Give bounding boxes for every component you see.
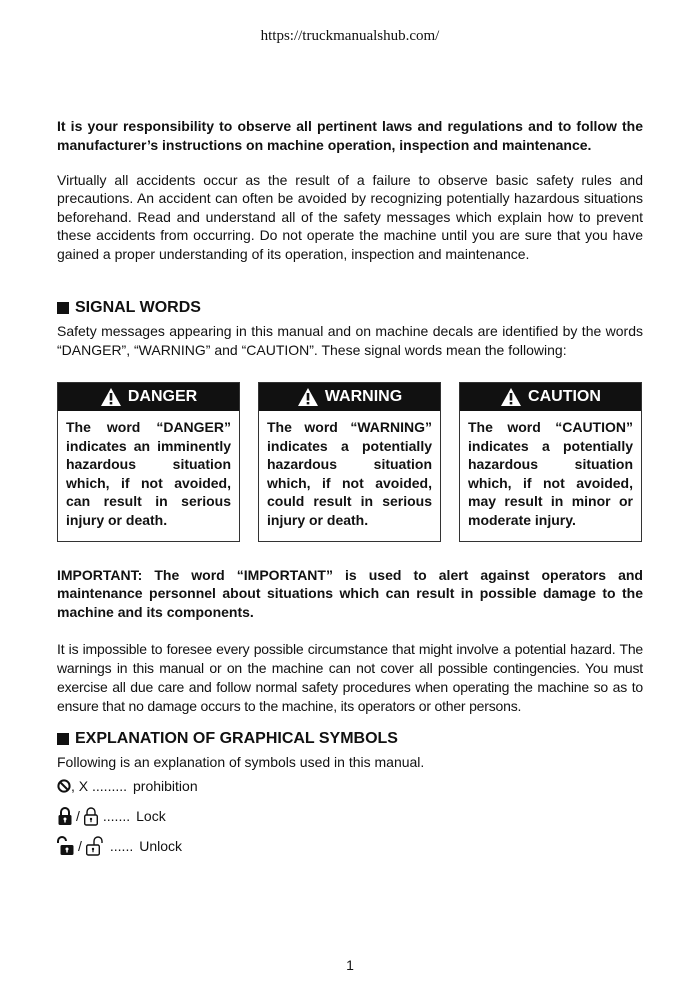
warning-header — [259, 383, 440, 411]
symbol-row-lock — [57, 806, 166, 826]
graphical-symbols-heading — [57, 730, 643, 748]
caution-label: CAUTION — [528, 388, 601, 405]
bullet-square-icon — [57, 733, 69, 745]
caution-header — [460, 383, 641, 411]
danger-text: The word “DANGER” indicates an imminently hazardous situation which, if not avoided, can result in serious injury or death. — [66, 419, 231, 528]
symbol-row-prohibition — [57, 778, 198, 794]
symbol-dots: ....... — [102, 808, 131, 824]
signal-words-description: Safety messages appearing in this manual and on machine decals are identified by the words “DANGER”, “WARNING” and “CAUTION”. These signal words mean the following: — [57, 323, 643, 358]
symbol-row-unlock — [57, 836, 182, 856]
warning-text: The word “WARNING” indicates a potentially hazardous situation which, if not avoided, could result in serious injury or death. — [267, 419, 432, 528]
danger-box — [57, 382, 240, 542]
symbol-separator: / — [78, 838, 82, 854]
important-notice: IMPORTANT: The word “IMPORTANT” is used to alert against operators and maintenance personnel about situations which can result in possible damage to the machine and its components. — [57, 567, 643, 620]
lock-outline-icon — [83, 806, 99, 826]
prohibition-icon — [57, 779, 71, 793]
symbol-label: Lock — [136, 808, 166, 824]
page-number: 1 — [346, 957, 354, 973]
accident-paragraph: Virtually all accidents occur as the result of a failure to observe basic safety rules and precautions. An accident can often be avoided by recognizing potentially hazardous situations beforehand. Read and understand all of the safety messages which explain how to prevent these accidents from occurring. Do not operate the machine until you are sure that you have gained a proper understanding of its operation, inspection and maintenance. — [57, 172, 643, 262]
signal-words-title: SIGNAL WORDS — [75, 299, 201, 316]
graphical-symbols-title: EXPLANATION OF GRAPHICAL SYMBOLS — [75, 730, 398, 747]
warning-triangle-icon — [500, 387, 522, 407]
symbol-dots: ...... — [109, 838, 134, 854]
warning-triangle-icon — [100, 387, 122, 407]
bullet-square-icon — [57, 302, 69, 314]
lock-filled-icon — [57, 806, 73, 826]
symbol-separator: / — [76, 808, 80, 824]
warning-triangle-icon — [297, 387, 319, 407]
signal-words-heading — [57, 299, 643, 317]
unlock-filled-icon — [57, 836, 75, 856]
symbol-dots: , X ......... — [71, 778, 128, 794]
danger-header — [58, 383, 239, 411]
caution-box — [459, 382, 642, 542]
contingencies-paragraph: It is impossible to foresee every possible circumstance that might involve a potential hazard. The warnings in this manual or on the machine can not cover all possible contingencies. You must exercise all due care and follow normal safety procedures when operating the machine so as to ensure that no damage occurs to the machine, its operators or other persons. — [57, 641, 643, 714]
symbol-label: Unlock — [139, 838, 183, 854]
danger-label: DANGER — [127, 388, 198, 405]
warning-label: WARNING — [324, 388, 403, 405]
source-url: https://truckmanualshub.com/ — [260, 28, 440, 44]
caution-text: The word “CAUTION” indicates a potentially hazardous situation which, if not avoided, may result in minor or moderate injury. — [468, 419, 633, 528]
symbol-label: prohibition — [133, 778, 198, 794]
responsibility-statement: It is your responsibility to observe all pertinent laws and regulations and to follow the manufacturer’s instructions on machine operation, inspection and maintenance. — [57, 118, 643, 153]
graphical-symbols-description: Following is an explanation of symbols used in this manual. — [57, 754, 425, 770]
warning-box — [258, 382, 441, 542]
unlock-outline-icon — [85, 836, 105, 856]
